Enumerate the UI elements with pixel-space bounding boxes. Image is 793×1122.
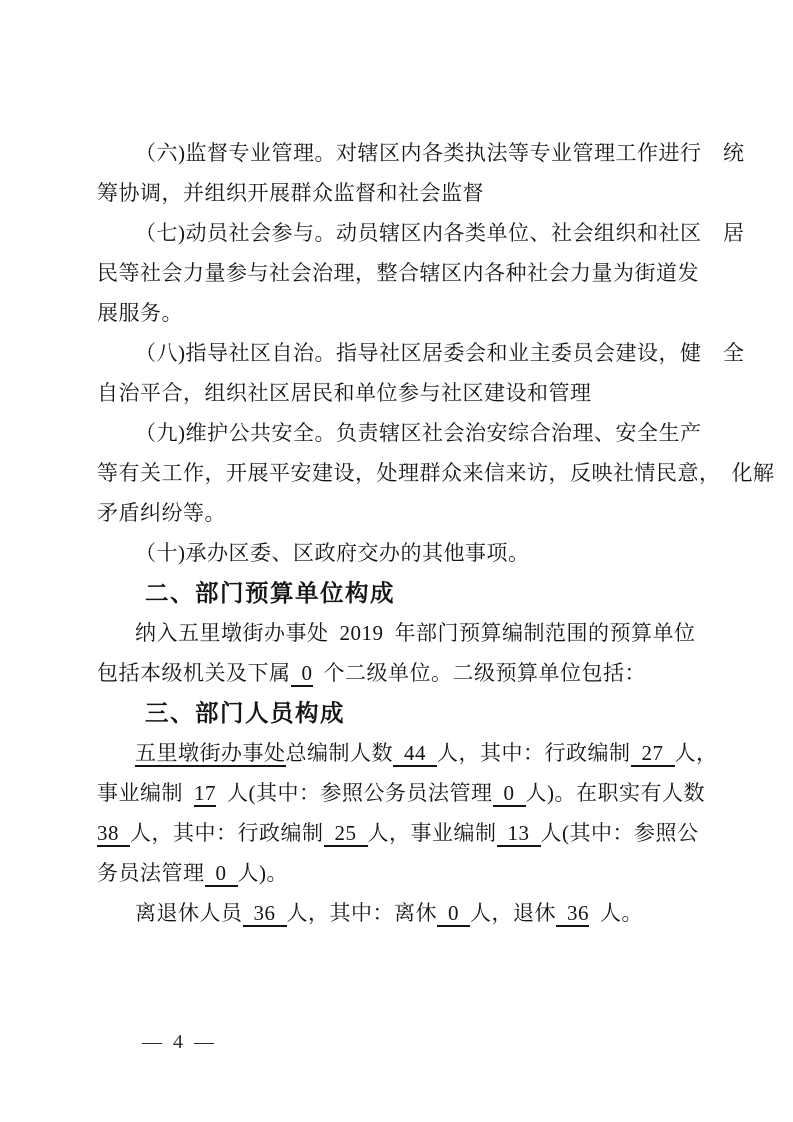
text-line xyxy=(97,533,777,573)
underlined-value: 25 xyxy=(323,821,368,845)
text-line xyxy=(97,293,777,333)
text-line xyxy=(97,813,777,853)
text-line xyxy=(97,573,777,613)
text-segment: 人(其中：参照公务员法管理 xyxy=(216,781,493,805)
text-segment: （七)动员社会参与。动员辖区内各类单位、社会组织和社区 居 xyxy=(135,221,745,245)
text-segment: （十)承办区委、区政府交办的其他事项。 xyxy=(135,541,530,565)
text-segment: （九)维护公共安全。负责辖区社会治安综合治理、安全生产 xyxy=(135,421,702,445)
text-line xyxy=(97,333,777,373)
text-line xyxy=(97,653,777,693)
text-segment: 离退休人员 xyxy=(135,901,243,925)
text-segment: 纳入五里墩街办事处 2019 年部门预算编制范围的预算单位 xyxy=(135,621,696,645)
text-segment: 人，其中：离休 xyxy=(286,901,437,925)
duty-paragraph-6 xyxy=(97,133,777,213)
text-line xyxy=(97,133,777,173)
duty-paragraph-10 xyxy=(97,533,777,573)
duty-paragraph-8 xyxy=(97,333,777,413)
text-segment: 矛盾纠纷等。 xyxy=(97,501,226,525)
text-segment: 人)。 xyxy=(237,861,288,885)
document-content xyxy=(97,133,777,933)
text-segment: 人(其中：参照公 xyxy=(540,821,699,845)
underlined-value: 17 xyxy=(194,781,216,805)
underlined-value: 0 xyxy=(437,901,470,925)
duty-paragraph-7 xyxy=(97,213,777,333)
text-segment: 总编制人数 xyxy=(285,741,393,765)
text-segment: 展服务。 xyxy=(97,301,183,325)
text-line xyxy=(97,373,777,413)
text-segment: 人，事业编制 xyxy=(367,821,497,845)
text-segment: （六)监督专业管理。对辖区内各类执法等专业管理工作进行 统 xyxy=(135,141,745,165)
underlined-value: 36 xyxy=(242,901,287,925)
underlined-value: 27 xyxy=(630,741,675,765)
underlined-value: 0 xyxy=(492,781,526,805)
text-segment: 三、部门人员构成 xyxy=(145,700,345,726)
text-segment: 包括本级机关及下属 xyxy=(97,661,291,685)
underlined-value: 38 xyxy=(97,821,130,845)
text-segment: 事业编制 xyxy=(97,781,194,805)
text-segment: 务员法管理 xyxy=(97,861,205,885)
personnel-paragraph xyxy=(97,733,777,893)
duty-paragraph-9 xyxy=(97,413,777,533)
text-line xyxy=(97,733,777,773)
text-line xyxy=(97,453,777,493)
text-segment: 人)。在职实有人数 xyxy=(525,781,705,805)
text-segment: 民等社会力量参与社会治理，整合辖区内各种社会力量为街道发 xyxy=(97,261,699,285)
section-heading-personnel xyxy=(97,693,777,733)
underlined-value: 44 xyxy=(393,741,437,765)
text-segment: 等有关工作，开展平安建设，处理群众来信来访，反映社情民意， 化解 xyxy=(97,461,775,485)
text-segment: 个二级单位。二级预算单位包括： xyxy=(312,661,646,685)
text-line xyxy=(97,213,777,253)
underlined-value: 36 xyxy=(556,901,589,925)
text-segment: 人，退休 xyxy=(470,901,556,925)
retired-personnel-paragraph xyxy=(97,893,777,933)
text-segment: （八)指导社区自治。指导社区居委会和业主委员会建设，健 全 xyxy=(135,341,745,365)
text-segment: 筹协调，并组织开展群众监督和社会监督 xyxy=(97,181,484,205)
page-number-label: — 4 — xyxy=(142,1031,215,1053)
text-segment: 人，其中：行政编制 xyxy=(130,821,324,845)
text-segment: 人， xyxy=(674,741,718,765)
text-line xyxy=(97,613,777,653)
budget-units-paragraph xyxy=(97,613,777,693)
text-line xyxy=(97,773,777,813)
text-segment: 二、部门预算单位构成 xyxy=(145,580,395,606)
section-heading-budget-units xyxy=(97,573,777,613)
page-number xyxy=(120,997,215,1053)
text-segment: 人。 xyxy=(589,901,643,925)
underlined-value: 0 xyxy=(204,861,238,885)
underlined-value: 五里墩街办事处 xyxy=(135,741,286,765)
text-line xyxy=(97,253,777,293)
underlined-value: 0 xyxy=(290,661,313,685)
text-line xyxy=(97,173,777,213)
text-line xyxy=(97,893,777,933)
text-line xyxy=(97,493,777,533)
text-line xyxy=(97,853,777,893)
text-line xyxy=(97,693,777,733)
underlined-value: 13 xyxy=(496,821,541,845)
text-segment: 自治平合，组织社区居民和单位参与社区建设和管理 xyxy=(97,381,592,405)
text-segment: 人，其中：行政编制 xyxy=(437,741,631,765)
text-line xyxy=(97,413,777,453)
